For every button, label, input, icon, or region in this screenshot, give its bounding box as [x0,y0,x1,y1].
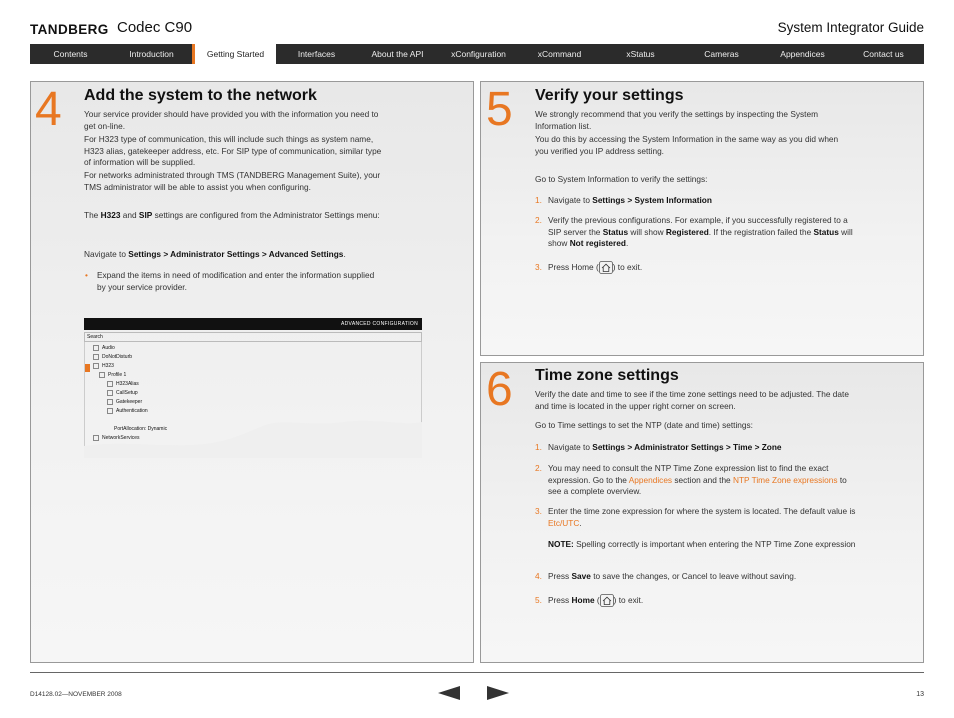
section-6-title: Time zone settings [535,367,679,384]
nav-getting-started[interactable]: Getting Started [192,44,276,64]
section-6-intro: Verify the date and time to see if the time zone settings need to be adjusted. The date and time is located in the upper right corner on screen. [535,389,849,411]
section-4-title: Add the system to the network [84,87,317,104]
section-6-step-4: 4. Press Save to save the changes, or Cancel to leave without saving. [535,571,797,581]
section-4-intro: Your service provider should have provided you with the information you need to get on-line. [84,109,379,131]
screenshot-search: Search [84,332,422,342]
section-4-tms-info: For networks administrated through TMS (TANDBERG Management Suite), your TMS administrator will be able to assist you when configuring. [84,170,381,192]
screenshot-title: ADVANCED CONFIGURATION [341,321,418,327]
tree-item: NetworkServices [93,434,140,443]
nav-xconfiguration[interactable]: xConfiguration [451,49,506,59]
section-5-step-3: 3. Press Home ( ) to exit. [548,260,858,274]
section-5-step-2: 2. Verify the previous configurations. For example, if you successfully registered to a SIP server the Status will show Registered. If the registration failed the Status will show Not registered. [535,215,853,248]
tree-item: CallSetup [107,389,138,398]
tree-item: H323Alias [107,380,139,389]
nav-appendices[interactable]: Appendices [780,49,825,59]
section-6-goto: Go to Time settings to set the NTP (date and time) settings: [535,420,753,430]
guide-title: System Integrator Guide [777,20,924,35]
previous-page-arrow-icon[interactable] [438,686,460,700]
nav-cameras[interactable]: Cameras [704,49,739,59]
section-5-goto: Go to System Information to verify the settings: [535,174,708,184]
footer-divider [30,672,924,673]
product-name: Codec C90 [117,19,193,36]
document-id: D14128.02—NOVEMBER 2008 [30,691,122,698]
advanced-config-screenshot [84,318,422,458]
etc-utc-link[interactable]: Etc/UTC [548,517,580,528]
tree-item: Audio [93,344,115,353]
next-page-arrow-icon[interactable] [487,686,509,700]
bullet-icon: • [85,270,88,280]
section-6-step-2: 2. You may need to consult the NTP Time Zone expression list to find the exact expression. Go to the Appendices section and the NTP Time Zone expressions to see a complete overview. [535,463,847,496]
torn-edge [84,418,422,458]
tree-item: Gatekeeper [107,398,142,407]
ntp-time-zone-link[interactable]: NTP Time Zone expressions [732,474,838,485]
nav-xcommand[interactable]: xCommand [537,49,582,59]
section-5-step-1: 1. Navigate to Settings > System Information [535,195,712,205]
section-5-intro: We strongly recommend that you verify the settings by inspecting the System Information list. [535,109,818,131]
tree-item: H323 [93,362,114,371]
section-6-step-5: 5. Press Home ( ) to exit. [548,593,858,607]
section-6-note: NOTE: Spelling correctly is important when entering the NTP Time Zone expression [548,539,856,549]
page-number: 13 [916,691,924,698]
nav-interfaces[interactable]: Interfaces [297,49,336,59]
page-header [0,0,954,44]
nav-xstatus[interactable]: xStatus [626,49,655,59]
tree-item: PortAllocation: Dynamic [114,426,168,432]
home-icon [599,261,613,274]
nav-about-api[interactable]: About the API [371,49,424,59]
top-nav [30,44,924,64]
section-4-config-info: The H323 and SIP settings are configured from the Administrator Settings menu: [84,210,380,220]
home-icon [600,594,614,607]
screenshot-titlebar [84,318,422,330]
section-4-h323-info: For H323 type of communication, this will include such things as system name, H323 alias, gatekeeper address, etc. For SIP type of communication, similar type of information will be supplied. [84,134,382,167]
section-6-step-1: 1. Navigate to Settings > Administrator Settings > Time > Zone [535,442,782,452]
section-4-navigate: Navigate to Settings > Administrator Settings > Advanced Settings. [84,249,346,259]
section-5-title: Verify your settings [535,87,684,104]
selection-marker [85,364,90,372]
step-number-5: 5 [486,83,513,136]
section-6-step-3: 3. Enter the time zone expression for where the system is located. The default value is Etc/UTC. [535,506,856,528]
appendices-link[interactable]: Appendices [628,474,673,485]
nav-contact-us[interactable]: Contact us [863,49,904,59]
section-5-howto: You do this by accessing the System Information in the same way as you did when you verified you IP address setting. [535,134,839,156]
step-number-4: 4 [35,83,62,136]
step-number-6: 6 [486,363,513,416]
tree-item: DoNotDisturb [93,353,132,362]
section-4-bullet: • Expand the items in need of modification and enter the information supplied by your service provider. [85,270,375,292]
nav-introduction[interactable]: Introduction [129,49,174,59]
tree-item: Profile 1 [99,371,126,380]
brand-logo: TANDBERG [30,22,109,37]
nav-contents[interactable]: Contents [53,49,88,59]
tree-item: Authentication [107,407,148,416]
